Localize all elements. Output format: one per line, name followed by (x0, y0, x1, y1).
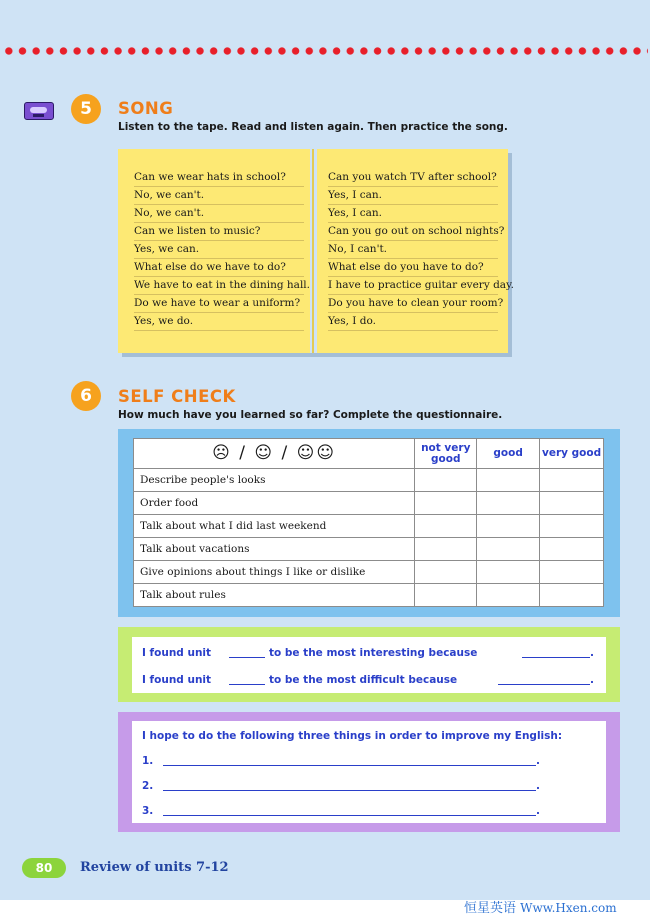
rating-cell[interactable] (540, 538, 604, 561)
found-interesting-label: I found unit (142, 647, 212, 659)
period: . (590, 647, 594, 659)
page-number-badge: 80 (22, 858, 66, 878)
song-line: What else do you have to do? (328, 259, 498, 277)
song-line: I have to practice guitar every day. (328, 277, 498, 295)
section-6-instruction: How much have you learned so far? Complete the questionnaire. (118, 409, 503, 421)
song-line: Yes, I can. (328, 187, 498, 205)
song-line: Can you watch TV after school? (328, 169, 498, 187)
rating-cell[interactable] (477, 584, 540, 607)
rating-cell[interactable] (540, 515, 604, 538)
rating-cell[interactable] (540, 561, 604, 584)
song-line: Can we wear hats in school? (134, 169, 304, 187)
hope-answer-line[interactable] (163, 765, 536, 766)
hope-item-number: 1. (142, 755, 154, 767)
rating-cell[interactable] (477, 561, 540, 584)
hope-item-number: 2. (142, 780, 154, 792)
site-watermark (464, 897, 617, 916)
rating-cell[interactable] (540, 584, 604, 607)
table-row (134, 538, 604, 561)
column-header-very-good: very good (540, 439, 604, 469)
song-line: Yes, we do. (134, 313, 304, 331)
song-line: No, we can't. (134, 187, 304, 205)
period: . (536, 780, 540, 792)
found-interesting-text: to be the most interesting because (269, 647, 478, 659)
song-line: Do you have to clean your room? (328, 295, 498, 313)
found-difficult-label: I found unit (142, 674, 212, 686)
song-line: Do we have to wear a uniform? (134, 295, 304, 313)
rating-cell[interactable] (415, 584, 477, 607)
questionnaire-table (133, 438, 604, 607)
reason-blank-interesting[interactable] (522, 657, 590, 658)
book-spine (310, 149, 317, 353)
rating-cell[interactable] (540, 469, 604, 492)
hope-answer-line[interactable] (163, 815, 536, 816)
song-line: Can we listen to music? (134, 223, 304, 241)
song-line: Yes, we can. (134, 241, 304, 259)
skill-label: Talk about what I did last weekend (134, 515, 415, 538)
skill-label: Order food (134, 492, 415, 515)
song-line: No, I can't. (328, 241, 498, 259)
skill-label: Talk about rules (134, 584, 415, 607)
reason-blank-difficult[interactable] (498, 684, 590, 685)
faces-header: ☹ / ☺ / ☺☺ (134, 439, 415, 469)
song-line: Yes, I can. (328, 205, 498, 223)
dotted-border (2, 46, 648, 56)
unit-blank-interesting[interactable] (229, 657, 265, 658)
column-header-good: good (477, 439, 540, 469)
song-column-left (134, 169, 310, 331)
hope-prompt: I hope to do the following three things in order to improve my English: (142, 730, 563, 742)
skill-label: Talk about vacations (134, 538, 415, 561)
section-5-badge: 5 (71, 94, 101, 124)
unit-blank-difficult[interactable] (229, 684, 265, 685)
rating-cell[interactable] (477, 538, 540, 561)
song-book (118, 149, 514, 353)
period: . (590, 674, 594, 686)
section-5-title: SONG (118, 99, 174, 118)
period: . (536, 755, 540, 767)
song-line: No, we can't. (134, 205, 304, 223)
section-5-instruction: Listen to the tape. Read and listen again. Then practice the song. (118, 121, 508, 133)
table-row (134, 492, 604, 515)
song-line: Can you go out on school nights? (328, 223, 498, 241)
rating-cell[interactable] (415, 469, 477, 492)
watermark-cn: 恒星英语 (464, 901, 517, 916)
song-column-right (328, 169, 514, 331)
section-6-badge: 6 (71, 381, 101, 411)
song-line: Yes, I do. (328, 313, 498, 331)
period: . (536, 805, 540, 817)
footer-title: Review of units 7-12 (80, 860, 229, 875)
rating-cell[interactable] (415, 538, 477, 561)
rating-cell[interactable] (415, 515, 477, 538)
column-header-not-very-good: not very good (415, 439, 477, 469)
rating-cell[interactable] (540, 492, 604, 515)
skill-label: Give opinions about things I like or dislike (134, 561, 415, 584)
cassette-icon (24, 102, 54, 120)
section-6-title: SELF CHECK (118, 387, 236, 406)
hope-item-number: 3. (142, 805, 154, 817)
table-row (134, 469, 604, 492)
rating-cell[interactable] (415, 492, 477, 515)
rating-cell[interactable] (415, 561, 477, 584)
rating-cell[interactable] (477, 469, 540, 492)
rating-cell[interactable] (477, 492, 540, 515)
table-row (134, 561, 604, 584)
skill-label: Describe people's looks (134, 469, 415, 492)
hope-answer-line[interactable] (163, 790, 536, 791)
table-row (134, 584, 604, 607)
watermark-url: Www.Hxen.com (520, 901, 617, 915)
rating-cell[interactable] (477, 515, 540, 538)
song-line: We have to eat in the dining hall. (134, 277, 304, 295)
song-line: What else do we have to do? (134, 259, 304, 277)
table-row (134, 515, 604, 538)
found-difficult-text: to be the most difficult because (269, 674, 458, 686)
